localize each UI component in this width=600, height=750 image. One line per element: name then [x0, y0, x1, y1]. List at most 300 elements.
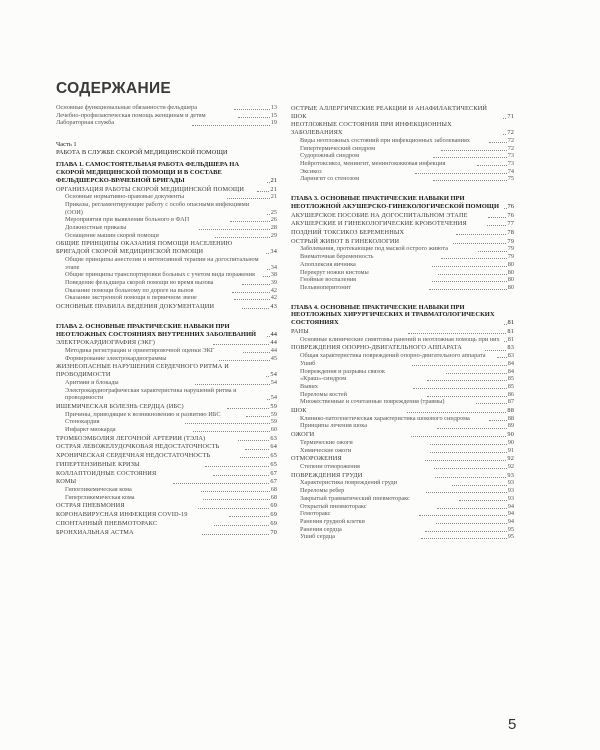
dot-leader — [504, 324, 507, 325]
dot-leader — [476, 403, 507, 404]
toc-subsection — [291, 152, 514, 160]
dot-leader — [488, 217, 507, 218]
toc-subsection-page: 59 — [270, 418, 277, 426]
toc-entry-title: Лечебно-профилактическая помощь женщинам и детям — [56, 111, 206, 119]
toc-subsection-title: Открытый пневмоторакс — [300, 502, 367, 510]
dot-leader — [489, 142, 507, 143]
toc-section — [56, 511, 277, 519]
toc-subsection-page: 80 — [507, 276, 515, 284]
dot-leader — [441, 258, 507, 259]
toc-section-title: ПОВРЕЖДЕНИЯ ГРУДИ — [291, 471, 363, 479]
toc-subsection-title: Апоплексия яичника — [300, 260, 356, 268]
toc-subsection-page: 59 — [270, 410, 278, 418]
toc-subsection-page: 80 — [507, 260, 515, 268]
toc-section-page: 72 — [507, 129, 514, 137]
toc-subsection — [56, 279, 277, 287]
toc-subsection-title: Вывих — [300, 382, 318, 390]
toc-section — [291, 238, 514, 246]
toc-subsection-page: 73 — [507, 152, 515, 160]
toc-section — [291, 472, 514, 480]
toc-section-page: 79 — [507, 237, 514, 245]
toc-entry — [56, 119, 277, 127]
toc-subsection-page: 87 — [507, 398, 515, 406]
toc-subsection — [291, 284, 514, 292]
toc-subsection — [291, 137, 514, 145]
toc-section-title: ОСТРАЯ ЛЕВОЖЕЛУДОЧКОВАЯ НЕДОСТАТОЧНОСТЬ — [56, 443, 220, 451]
toc-section-page: 65 — [270, 452, 278, 460]
toc-section — [56, 240, 277, 255]
toc-subsection — [291, 160, 514, 168]
toc-section — [291, 229, 514, 237]
toc-subsection — [56, 426, 277, 434]
toc-subsection-page: 93 — [507, 479, 515, 487]
toc-subsection-title: Основные клинические симптомы ранений и неотложная помощь при них — [300, 335, 500, 343]
toc-subsection-title: Судорожный синдром — [300, 152, 360, 160]
toc-subsection-page: 94 — [507, 517, 514, 525]
dot-leader — [202, 534, 269, 535]
dot-leader — [238, 117, 270, 118]
toc-subsection-title: Оказание помощи больному по дороге на вызов — [65, 286, 194, 294]
dot-leader — [242, 308, 269, 309]
toc-subsection — [56, 418, 277, 426]
toc-subsection — [291, 352, 514, 360]
toc-subsection — [291, 447, 514, 455]
dot-leader — [193, 431, 270, 432]
toc-section-page: 76 — [507, 211, 515, 219]
toc-subsection-page: 95 — [507, 533, 514, 541]
toc-section-title: ГИПЕРТЕНЗИВНЫЕ КРИЗЫ — [56, 460, 140, 468]
toc-subsection — [291, 383, 514, 391]
dot-leader — [267, 182, 270, 183]
toc-section-title: ПОВРЕЖДЕНИЯ ОПОРНО-ДВИГАТЕЛЬНОГО АППАРАТА — [291, 344, 462, 352]
dot-leader — [240, 457, 269, 458]
toc-subsection-page: 88 — [507, 414, 515, 422]
dot-leader — [412, 365, 507, 366]
toc-subsection-page: 42 — [270, 286, 277, 294]
dot-leader — [267, 214, 270, 215]
toc-subsection — [56, 216, 277, 224]
dot-leader — [263, 276, 270, 277]
toc-subsection-title: Основные нормативно-правовые документы — [65, 193, 185, 201]
toc-subsection-page: 60 — [270, 426, 277, 434]
toc-subsection-title: Клинико-патогенетическая характеристика шокового синдрома — [300, 414, 470, 422]
dot-leader — [437, 428, 506, 429]
toc-section-title: ОТМОРОЖЕНИЯ — [291, 455, 342, 463]
toc-section-title: ИШЕМИЧЕСКАЯ БОЛЕЗНЬ СЕРДЦА (ИБС) — [56, 402, 184, 410]
toc-subsection — [291, 368, 514, 376]
dot-leader — [433, 157, 506, 158]
toc-subsection — [291, 495, 514, 503]
dot-leader — [503, 118, 506, 119]
toc-subsection-title: Пельвиоперитонит — [300, 283, 351, 291]
toc-section-title: АКУШЕРСКОЕ ПОСОБИЕ НА ДОГОСПИТАЛЬНОМ ЭТАПЕ — [291, 211, 468, 219]
dot-leader — [238, 440, 270, 441]
page-number: 5 — [508, 716, 517, 733]
toc-subsection-page: 92 — [507, 463, 515, 470]
toc-subsection — [291, 145, 514, 153]
toc-chapter — [56, 323, 277, 339]
toc-subsection-title: Характеристика повреждений груди — [300, 479, 398, 487]
toc-section-title: ОСТРЫЙ ЖИВОТ В ГИНЕКОЛОГИИ — [291, 237, 400, 245]
dot-leader — [436, 523, 506, 524]
dot-leader — [245, 449, 270, 450]
toc-section-title: ОСТРЫЕ АЛЛЕРГИЧЕСКИЕ РЕАКЦИИ И АНАФИЛАКТИЧЕСКИЙ ШОК — [291, 105, 488, 120]
toc-subsection-title: Гипертермический синдром — [300, 144, 376, 152]
toc-section-page: 88 — [507, 407, 515, 415]
dot-leader — [266, 253, 269, 254]
toc-subsection-page: 84 — [507, 367, 514, 375]
toc-subsection — [56, 271, 277, 279]
dot-leader — [441, 150, 506, 151]
toc-subsection-page: 85 — [507, 382, 515, 390]
dot-leader — [430, 452, 507, 453]
toc-subsection — [291, 360, 514, 368]
toc-subsection-title: Ушиб сердца — [300, 533, 336, 541]
dot-leader — [227, 198, 269, 199]
toc-section-title: СПОНТАННЫЙ ПНЕВМОТОРАКС — [56, 519, 158, 527]
toc-section-page: 67 — [270, 469, 277, 477]
dot-leader — [478, 251, 507, 252]
toc-subsection-page: 94 — [507, 510, 515, 518]
toc-section-title: ЭЛЕКТРОКАРДИОГРАФИЯ (ЭКГ) — [56, 339, 155, 347]
toc-subsection-title: Мероприятия при выявлении больного в ФАП — [65, 216, 190, 224]
part-label: Часть 1 — [56, 141, 77, 149]
toc-section-title: КОМЫ — [56, 478, 77, 486]
toc-section — [56, 363, 277, 378]
toc-subsection-page: 75 — [507, 175, 514, 183]
toc-section-page: 90 — [507, 431, 515, 439]
toc-subsection-page: 83 — [507, 352, 515, 360]
toc-subsection-page: 25 — [270, 208, 277, 216]
dot-leader — [201, 491, 269, 492]
dot-leader — [413, 388, 507, 389]
toc-subsection-page: 79 — [507, 245, 515, 253]
toc-subsection-title: Множественные и сочетанные повреждения (травмы) — [300, 398, 445, 406]
dot-leader — [452, 485, 506, 486]
toc-subsection-page: 45 — [270, 354, 278, 362]
dot-leader — [232, 292, 270, 293]
dot-leader — [446, 373, 506, 374]
toc-subsection-page: 93 — [507, 494, 515, 502]
toc-subsection — [291, 526, 514, 534]
toc-subsection — [291, 336, 514, 344]
toc-subsection-title: Причины, приводящие к возникновению и развитию ИБС — [65, 410, 221, 418]
toc-subsection-title: Химические ожоги — [300, 446, 352, 454]
dot-leader — [411, 436, 507, 437]
toc-subsection — [291, 375, 514, 383]
dot-leader — [198, 508, 270, 509]
dot-leader — [425, 531, 507, 532]
toc-section-title: ОРГАНИЗАЦИЯ РАБОТЫ СКОРОЙ МЕДИЦИНСКОЙ ПОМОЩИ — [56, 185, 245, 193]
toc-section-page: 81 — [507, 328, 514, 336]
toc-subsection — [291, 245, 514, 253]
toc-entry-title: Основные функциональные обязанности фельдшера — [56, 104, 197, 111]
toc-subsection-title: Аритмии и блокады — [65, 378, 119, 386]
toc-subsection-page: 85 — [507, 375, 514, 383]
toc-subsection — [291, 269, 514, 277]
toc-subsection — [291, 503, 514, 511]
toc-section-title: ОСТРАЯ ПНЕВМОНИЯ — [56, 502, 125, 510]
toc-section — [291, 105, 514, 120]
toc-chapter-title: ГЛАВА 2. ОСНОВНЫЕ ПРАКТИЧЕСКИЕ НАВЫКИ ПРИ НЕОТЛОЖНЫХ СОСТОЯНИЯХ ВНУТРЕННИХ ЗАБОЛЕВАНИЙ — [56, 322, 257, 338]
toc-section — [291, 220, 514, 228]
dot-leader — [213, 475, 269, 476]
dot-leader — [435, 477, 506, 478]
toc-chapter-page: 44 — [270, 330, 277, 338]
toc-subsection-page: 93 — [507, 487, 514, 495]
toc-chapter-page: 21 — [270, 176, 277, 184]
toc-subsection — [291, 168, 514, 176]
toc-subsection-title: Ларингит со стенозом — [300, 175, 360, 183]
toc-subsection-title: Стенокардия — [65, 418, 100, 426]
toc-subsection-page: 81 — [507, 335, 514, 343]
spacer — [291, 292, 514, 300]
toc-subsection-page: 68 — [270, 486, 277, 493]
dot-leader — [266, 376, 269, 377]
toc-section — [56, 478, 277, 486]
toc-subsection-title: Ушиб — [300, 359, 316, 367]
dot-leader — [504, 341, 507, 342]
toc-entry-page: 15 — [270, 111, 277, 119]
dot-leader — [497, 357, 507, 358]
dot-leader — [504, 208, 507, 209]
dot-leader — [426, 492, 507, 493]
toc-section-page: 54 — [270, 371, 277, 379]
toc-section — [56, 303, 277, 311]
dot-leader — [432, 266, 507, 267]
toc-section-title: ПОЗДНИЙ ТОКСИКОЗ БЕРЕМЕННЫХ — [291, 229, 405, 237]
dot-leader — [267, 269, 270, 270]
toc-section-title: КОЛЛАПТОИДНЫЕ СОСТОЯНИЯ — [56, 469, 157, 477]
dot-leader — [419, 515, 507, 516]
toc-subsection — [291, 276, 514, 284]
dot-leader — [434, 468, 507, 469]
dot-leader — [192, 125, 269, 126]
toc-subsection — [291, 463, 514, 471]
toc-section — [56, 443, 277, 451]
toc-section-page: 77 — [507, 220, 514, 228]
toc-subsection — [291, 261, 514, 269]
toc-subsection — [56, 256, 277, 271]
toc-subsection — [56, 294, 277, 302]
toc-subsection-page: 34 — [270, 263, 277, 271]
dot-leader — [425, 460, 507, 461]
toc-subsection — [56, 355, 277, 363]
toc-chapter-title: ГЛАВА 1. САМОСТОЯТЕЛЬНАЯ РАБОТА ФЕЛЬДШЕРА НА СКОРОЙ МЕДИЦИНСКОЙ ПОМОЩИ И В СОСТАВЕ ФЕЛЬДШЕРСКО-ВРАЧЕБНОЙ БРИГАДЫ — [56, 161, 240, 184]
toc-section — [291, 121, 514, 136]
toc-section — [56, 502, 277, 510]
toc-chapter — [56, 161, 277, 184]
toc-subsection-title: Перекрут ножки кистомы — [300, 268, 369, 276]
dot-leader — [407, 412, 506, 413]
toc-subsection — [291, 479, 514, 487]
toc-subsection — [291, 518, 514, 526]
toc-section-title: ОЖОГИ — [291, 431, 315, 439]
toc-subsection — [56, 347, 277, 355]
toc-subsection-title: Заболевания, протекающие под маской острого живота — [300, 245, 448, 253]
toc-subsection-title: Гнойные воспаления — [300, 276, 357, 284]
toc-subsection-title: Термические ожоги — [300, 438, 353, 446]
spacer — [56, 311, 277, 319]
dot-leader — [459, 500, 507, 501]
toc-section — [56, 461, 277, 469]
dot-leader — [246, 416, 270, 417]
toc-section-title: КОРОНАВИРУСНАЯ ИНФЕКЦИЯ COVID-19 — [56, 511, 188, 519]
toc-subsection — [56, 411, 277, 419]
toc-subsection-page: 91 — [507, 446, 515, 454]
toc-section-page: 67 — [270, 478, 278, 486]
toc-subsection-title: Формирование электрокардиограммы — [65, 354, 167, 362]
toc-subsection — [291, 487, 514, 495]
toc-subsection-title: Гипергликемическая кома — [65, 493, 135, 501]
dot-leader — [229, 516, 269, 517]
dot-leader — [408, 333, 506, 334]
toc-subsection — [56, 379, 277, 387]
part-title: РАБОТА В СЛУЖБЕ СКОРОЙ МЕДИЦИНСКОЙ ПОМОЩИ — [56, 149, 228, 157]
toc-section-page: 69 — [270, 502, 277, 510]
dot-leader — [427, 396, 506, 397]
toc-section-title: АКУШЕРСКИЕ И ГИНЕКОЛОГИЧЕСКИЕ КРОВОТЕЧЕНИЯ — [291, 220, 467, 228]
toc-subsection-title: Поведение фельдшера скорой помощи во время вызова — [65, 278, 214, 286]
dot-leader — [438, 274, 506, 275]
toc-subsection-page: 26 — [270, 216, 277, 224]
toc-subsection-title: Переломы ребер — [300, 487, 345, 495]
toc-subsection-title: Должностные приказы — [65, 224, 127, 232]
toc-subsection-page: 72 — [507, 144, 515, 152]
toc-subsection — [56, 232, 277, 240]
dot-leader — [234, 299, 270, 300]
toc-chapter-page: 76 — [507, 202, 514, 210]
dot-leader — [489, 420, 507, 421]
toc-section-page: 64 — [270, 443, 277, 451]
dot-leader — [477, 165, 507, 166]
toc-left-column — [56, 104, 277, 536]
dot-leader — [487, 225, 506, 226]
toc-subsection-title: Виды неотложных состояний при инфекционных заболеваниях — [300, 136, 471, 144]
toc-subsection-title: Методика регистрации и ориентировочной оценки ЭКГ — [65, 347, 215, 355]
toc-entry-page: 19 — [270, 119, 277, 127]
toc-subsection-page: 42 — [270, 294, 278, 302]
toc-subsection-page: 68 — [270, 493, 278, 501]
toc-section-title: ЖИЗНЕОПАСНЫЕ НАРУШЕНИЯ СЕРДЕЧНОГО РИТМА И ПРОВОДИМОСТИ — [56, 363, 229, 379]
dot-leader — [267, 336, 270, 337]
toc-subsection-page: 84 — [507, 359, 514, 367]
toc-subsection-title: Ранения грудной клетки — [300, 517, 365, 525]
toc-subsection-page: 38 — [270, 271, 277, 279]
toc-subsection — [291, 533, 514, 541]
toc-section — [291, 407, 514, 415]
dot-leader — [242, 284, 270, 285]
toc-section-page: 63 — [270, 434, 278, 442]
dot-leader — [203, 499, 270, 500]
toc-subsection-page: 90 — [507, 438, 515, 446]
toc-subsection-title: «Краш»-синдром — [300, 375, 347, 383]
toc-subsection-page: 21 — [270, 193, 278, 201]
toc-section-page: 78 — [507, 229, 515, 237]
toc-subsection — [291, 253, 514, 261]
dot-leader — [453, 243, 506, 244]
toc-section-page: 70 — [270, 528, 277, 536]
toc-section-title: ТРОМБОЭМБОЛИЯ ЛЕГОЧНОЙ АРТЕРИИ (ТЭЛА) — [56, 434, 206, 442]
toc-chapter-title: ГЛАВА 4. ОСНОВНЫЕ ПРАКТИЧЕСКИЕ НАВЫКИ ПРИ НЕОТЛОЖНЫХ ХИРУРГИЧЕСКИХ И ТРАВМАТОЛОГИЧЕСКИХ СОСТОЯНИЯХ — [291, 303, 495, 327]
toc-subsection-title: Эксикоз — [300, 167, 322, 175]
toc-subsection — [291, 175, 514, 183]
toc-subsection-title: Оснащение машин скорой помощи — [65, 231, 159, 239]
dot-leader — [213, 344, 270, 345]
toc-section — [56, 186, 277, 194]
dot-leader — [185, 423, 270, 424]
dot-leader — [234, 109, 270, 110]
dot-leader — [485, 350, 507, 351]
toc-entry — [56, 104, 277, 112]
spacer — [56, 127, 277, 135]
toc-subsection-title: Инфаркт миокарда — [65, 426, 116, 434]
toc-subsection-page: 44 — [270, 347, 277, 355]
toc-subsection-title: Повреждения и разрывы связок — [300, 367, 385, 375]
dot-leader — [429, 289, 506, 290]
dot-leader — [437, 508, 507, 509]
toc-subsection-title: Гемоторакс — [300, 510, 331, 518]
toc-chapter — [291, 195, 514, 211]
toc-subsection — [56, 201, 277, 216]
toc-entry-page: 13 — [270, 104, 278, 111]
toc-subsection-title: Нейротоксикоз, менингит, менингококковая инфекция — [300, 159, 446, 167]
dot-leader — [430, 444, 506, 445]
dot-leader — [219, 360, 270, 361]
toc-subsection-title: Закрытый травматический пневмоторакс — [300, 494, 410, 502]
toc-subsection-title: Гипогликемическая кома — [65, 486, 132, 493]
toc-subsection — [56, 494, 277, 502]
dot-leader — [230, 221, 270, 222]
toc-section-title: ОСНОВНЫЕ ПРАВИЛА ВЕДЕНИЯ ДОКУМЕНТАЦИИ — [56, 303, 215, 311]
toc-subsection — [291, 415, 514, 423]
toc-subsection-title: Степени отморожения — [300, 463, 360, 470]
toc-subsection — [56, 387, 277, 402]
toc-subsection-title: Оказание экстренной помощи в первичном звене — [65, 294, 197, 302]
toc-subsection-page: 80 — [507, 268, 515, 276]
toc-section — [56, 403, 277, 411]
toc-section-page: 65 — [270, 460, 277, 468]
toc-right-column — [291, 104, 514, 541]
toc-subsection-page: 29 — [270, 231, 278, 239]
toc-section-title: ХРОНИЧЕСКАЯ СЕРДЕЧНАЯ НЕДОСТАТОЧНОСТЬ — [56, 452, 211, 460]
toc-subsection-page: 28 — [270, 224, 277, 232]
toc-subsection — [56, 224, 277, 232]
toc-section-page: 92 — [507, 455, 515, 463]
toc-subsection — [291, 439, 514, 447]
toc-subsection-page: 72 — [507, 136, 515, 144]
toc-section — [56, 339, 277, 347]
toc-subsection-page: 79 — [507, 253, 515, 261]
page-title: СОДЕРЖАНИЕ — [56, 80, 172, 97]
toc-subsection-page: 86 — [507, 390, 514, 398]
toc-section-page: 34 — [270, 248, 277, 256]
toc-section — [291, 328, 514, 336]
toc-chapter-title: ГЛАВА 3. ОСНОВНЫЕ ПРАКТИЧЕСКИЕ НАВЫКИ ПРИ НЕОТЛОЖНОЙ АКУШЕРСКО-ГИНЕКОЛОГИЧЕСКОЙ ПОМОЩИ — [291, 195, 499, 210]
toc-entry-title: Лабораторная служба — [56, 119, 115, 127]
spacer — [291, 183, 514, 191]
toc-subsection-title: Электрокардиографическая характеристика нарушений ритма и проводимости — [65, 386, 237, 402]
toc-subsection — [56, 193, 277, 201]
dot-leader — [503, 134, 506, 135]
toc-section-title: РАНЫ — [291, 328, 309, 336]
toc-section-title: ШОК — [291, 407, 307, 415]
toc-chapter — [291, 304, 514, 327]
toc-section — [291, 212, 514, 220]
dot-leader — [215, 237, 270, 238]
toc-section-title: ОБЩИЕ ПРИНЦИПЫ ОКАЗАНИЯ ПОМОЩИ НАСЕЛЕНИЮ БРИГАДОЙ СКОРОЙ МЕДИЦИНСКОЙ ПОМОЩИ — [56, 240, 233, 256]
toc-section-title: НЕОТЛОЖНЫЕ СОСТОЯНИЯ ПРИ ИНФЕКЦИОННЫХ ЗАБОЛЕВАНИЯХ — [291, 121, 452, 137]
